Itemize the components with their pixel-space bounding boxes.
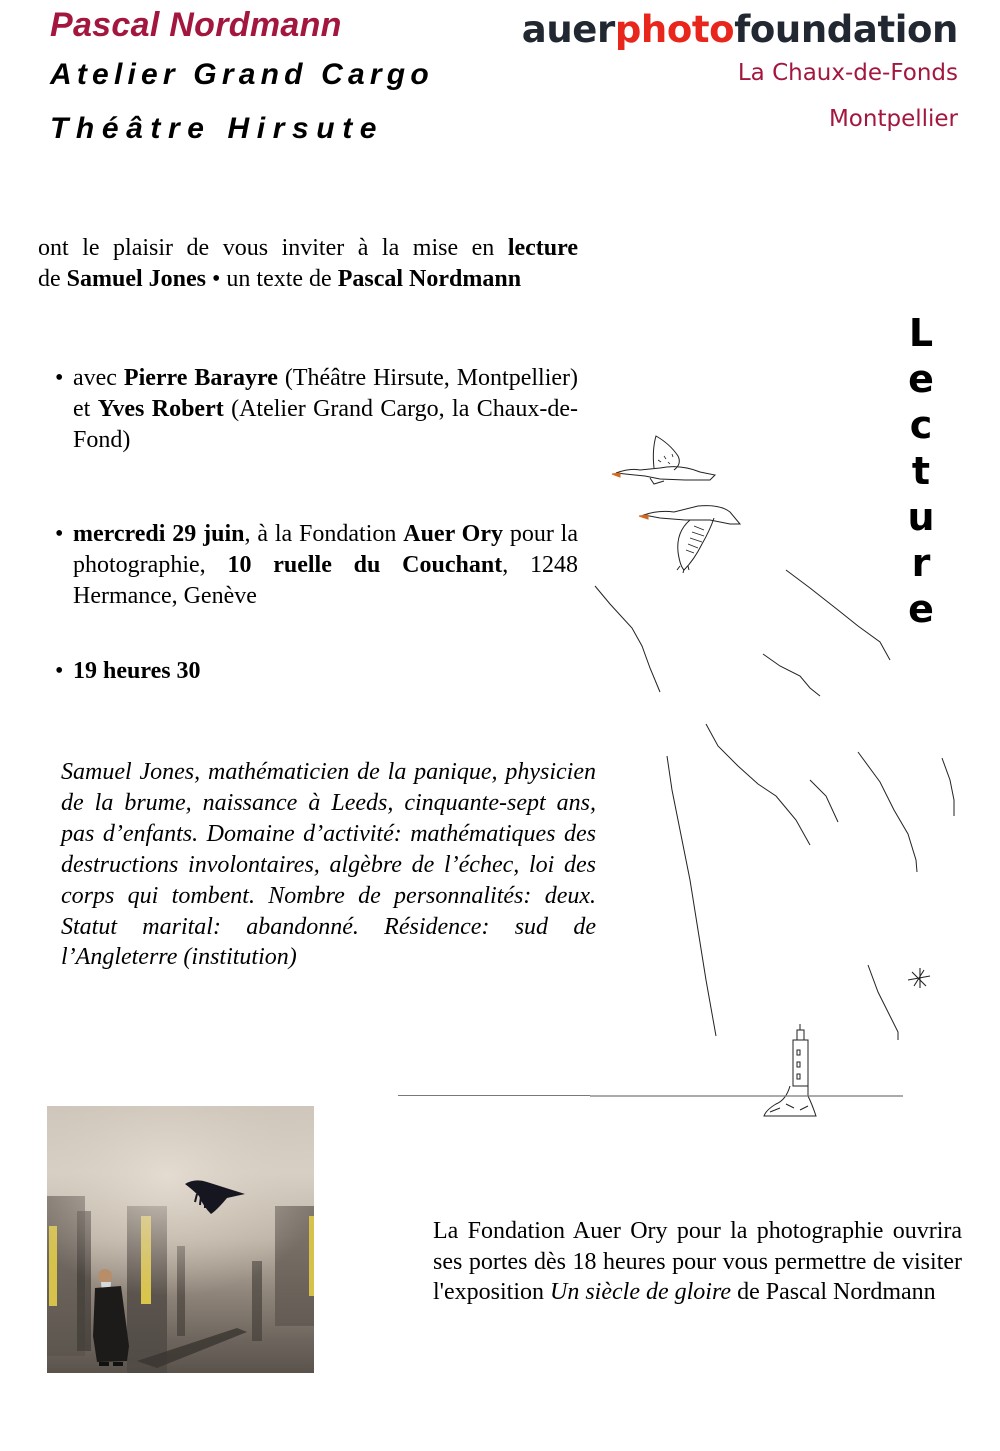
logo-part-auer: auer [521,8,615,51]
text: (Théâtre Hirsute, Montpellier) et [73,365,578,422]
invitation-intro [38,233,578,295]
letter: t [911,449,931,493]
city-la-chaux-de-fonds: La Chaux-de-Fonds [737,60,958,86]
goose-icon [612,436,715,484]
event-time: 19 heures 30 [73,658,201,684]
logo-part-photo: photo [614,8,735,51]
falling-line [786,570,890,660]
intro-text: • un texte de [206,266,338,292]
bullet-icon: • [55,365,64,391]
organizer-2: Théâtre Hirsute [50,112,385,145]
bullet-icon: • [55,521,64,547]
intro-bold-author: Pascal Nordmann [337,266,522,292]
venue-street: 10 ruelle du Couchant [227,552,503,578]
text: pour la photographie, [73,521,578,578]
letter: u [907,495,935,539]
actor-2: Yves Robert [97,396,224,422]
sketch-illustration [590,420,1000,1120]
bullet-cast [55,363,578,456]
letter: e [908,587,934,631]
text: , à la Fondation [244,521,404,547]
bullet-icon: • [55,658,64,684]
falling-line [763,654,820,696]
intro-line-2 [38,264,578,295]
falling-line [942,758,954,816]
falling-line [810,780,838,822]
lighthouse-icon [764,1024,816,1120]
letter: c [909,403,933,447]
intro-text: de [38,266,67,292]
exhibition-photo [47,1106,314,1373]
letter: e [908,357,934,401]
intro-text: ont le plaisir de vous inviter à la mise en [38,235,508,261]
city-montpellier: Montpellier [828,106,958,132]
letter: L [908,311,934,355]
text: avec [73,365,124,391]
author-name: Pascal Nordmann [50,6,342,44]
intro-bold-lecture: lecture [507,235,578,261]
actor-1: Pierre Barayre [123,365,278,391]
text: , 1248 Hermance, Genève [73,552,579,609]
intro-bold-title: Samuel Jones [66,266,207,292]
logo-part-foundation: foundation [734,8,958,51]
bullet-venue [55,519,578,612]
falling-line [868,965,898,1040]
closing-text: La Fondation Auer Ory pour la photographie ouvrira ses portes dès 18 heures pour vous permettre de visiter l'exposition [433,1218,962,1305]
falling-line [595,586,660,692]
venue-name: Auer Ory [403,521,503,547]
falling-line [858,752,917,872]
intro-line-1 [38,233,578,264]
text: (Atelier Grand Cargo, la Chaux-de-Fond) [73,396,579,453]
closing-note [433,1216,962,1308]
letter: r [911,541,931,585]
closing-text: de Pascal Nordmann [731,1279,936,1305]
venue-text [73,519,578,612]
horizon-line-left [398,1095,590,1096]
auerphotofoundation-logo [522,8,958,51]
cast-text [73,363,578,456]
organizer-1: Atelier Grand Cargo [50,58,434,91]
star-icon [908,968,930,988]
event-date: mercredi 29 juin [73,521,245,547]
character-bio: Samuel Jones, mathématicien de la panique, physicien de la brume, naissance à Leeds, cinquante-sept ans, pas d’enfants. Domaine d’activité: mathématiques des destructions involontaires, algèbre de l’échec, loi des corps qui tombent. Nombre de personnalités: deux. Statut marital: abandonné. Résidence: sud de l’Angleterre (institution) [61,759,596,971]
goose-icon [639,506,740,573]
falling-line [667,756,716,1036]
bullet-time [55,656,578,687]
photo-illustration [47,1106,314,1373]
falling-line [706,724,810,845]
exhibition-title: Un siècle de gloire [550,1279,732,1305]
